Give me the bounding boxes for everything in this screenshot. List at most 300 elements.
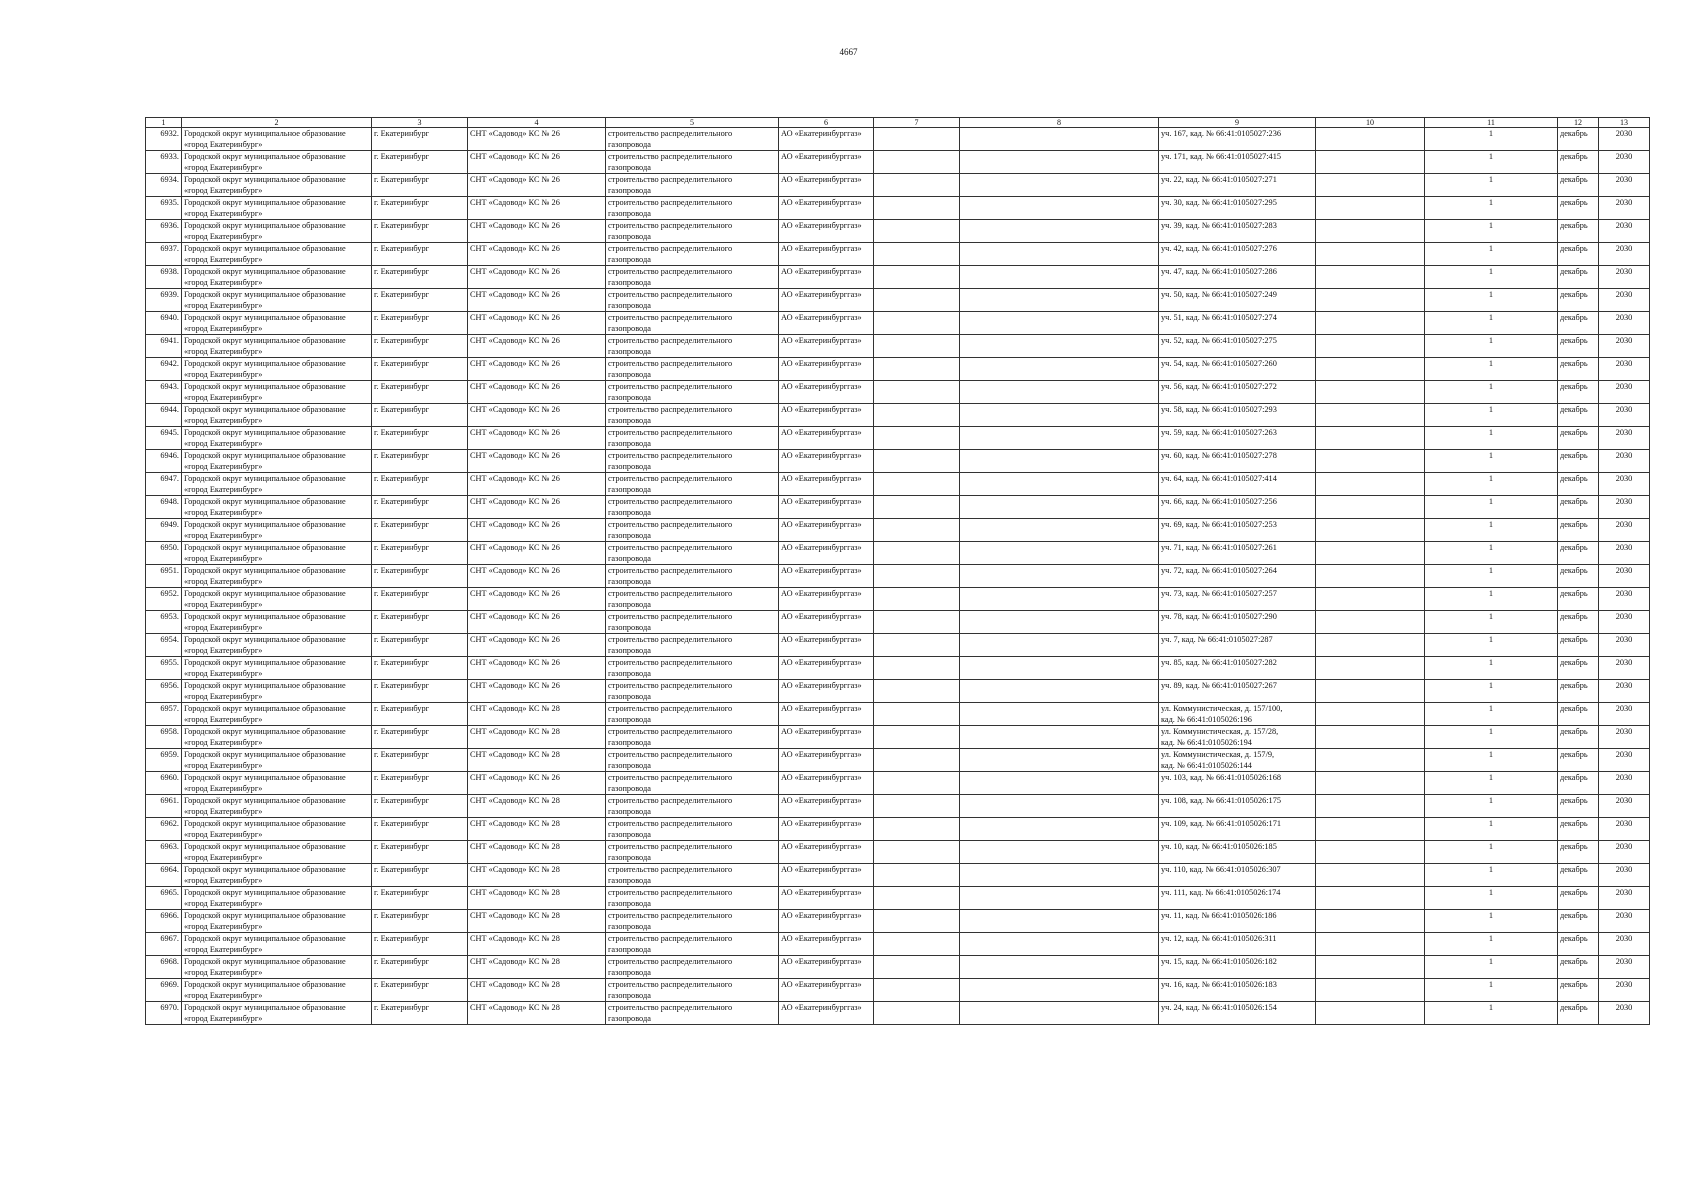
column-number: 10	[1316, 118, 1425, 128]
work-type-cell	[606, 381, 779, 404]
month-cell	[1558, 749, 1599, 772]
empty-cell-8	[960, 358, 1159, 381]
city-cell	[372, 496, 468, 519]
year-cell	[1599, 450, 1650, 473]
work-type-cell	[606, 611, 779, 634]
work-l1-text: строительство распределительного	[608, 175, 733, 184]
month-text: декабрь	[1560, 773, 1588, 782]
quantity-cell	[1425, 220, 1558, 243]
loc1-text: уч. 50, кад. № 66:41:0105027:249	[1161, 290, 1277, 299]
loc1-text: уч. 12, кад. № 66:41:0105026:311	[1161, 934, 1277, 943]
municipality-l1-text: Городской округ муниципальное образование	[184, 175, 346, 184]
loc1-text: уч. 110, кад. № 66:41:0105026:307	[1161, 865, 1281, 874]
month-cell	[1558, 289, 1599, 312]
quantity-cell	[1425, 128, 1558, 151]
location-cell	[1159, 220, 1316, 243]
city-cell	[372, 266, 468, 289]
quantity-cell	[1425, 703, 1558, 726]
operator-text: АО «Екатеринбурггаз»	[781, 451, 862, 460]
municipality-cell	[182, 358, 372, 381]
location-cell	[1159, 588, 1316, 611]
year-cell	[1599, 795, 1650, 818]
municipality-cell	[182, 473, 372, 496]
empty-cell-7	[874, 565, 960, 588]
table-row	[146, 864, 1650, 887]
work-l1-text: строительство распределительного	[608, 290, 733, 299]
municipality-cell	[182, 611, 372, 634]
municipality-l2-text: «город Екатеринбург»	[184, 393, 263, 402]
month-cell	[1558, 657, 1599, 680]
work-type-cell	[606, 496, 779, 519]
month-cell	[1558, 404, 1599, 427]
table-row	[146, 703, 1650, 726]
work-l1-text: строительство распределительного	[608, 566, 733, 575]
n-text: 6945.	[160, 428, 179, 437]
operator-text: АО «Екатеринбурггаз»	[781, 359, 862, 368]
empty-cell-7	[874, 427, 960, 450]
municipality-l2-text: «город Екатеринбург»	[184, 531, 263, 540]
row-number	[146, 588, 182, 611]
quantity-cell	[1425, 266, 1558, 289]
month-text: декабрь	[1560, 980, 1588, 989]
city-text: г. Екатеринбург	[374, 221, 429, 230]
work-l2-text: газопровода	[608, 991, 651, 1000]
empty-cell-7	[874, 128, 960, 151]
municipality-l1-text: Городской округ муниципальное образование	[184, 520, 346, 529]
empty-cell-8	[960, 128, 1159, 151]
empty-cell-8	[960, 956, 1159, 979]
operator-text: АО «Екатеринбурггаз»	[781, 980, 862, 989]
operator-cell	[779, 243, 874, 266]
snt-text: СНТ «Садовод» КС № 26	[470, 658, 560, 667]
operator-cell	[779, 312, 874, 335]
quantity-cell	[1425, 749, 1558, 772]
snt-text: СНТ «Садовод» КС № 26	[470, 612, 560, 621]
quantity-cell	[1425, 542, 1558, 565]
table-row	[146, 335, 1650, 358]
month-text: декабрь	[1560, 635, 1588, 644]
year-text: 2030	[1615, 428, 1633, 437]
year-text: 2030	[1615, 566, 1633, 575]
municipality-cell	[182, 887, 372, 910]
municipality-cell	[182, 979, 372, 1002]
snt-cell	[468, 174, 606, 197]
table-row	[146, 887, 1650, 910]
city-text: г. Екатеринбург	[374, 313, 429, 322]
quantity-cell	[1425, 818, 1558, 841]
n-text: 6961.	[160, 796, 179, 805]
snt-cell	[468, 956, 606, 979]
location-cell	[1159, 956, 1316, 979]
row-number	[146, 519, 182, 542]
work-type-cell	[606, 519, 779, 542]
snt-text: СНТ «Садовод» КС № 26	[470, 198, 560, 207]
operator-text: АО «Екатеринбурггаз»	[781, 704, 862, 713]
municipality-l2-text: «город Екатеринбург»	[184, 600, 263, 609]
year-cell	[1599, 726, 1650, 749]
empty-cell-10	[1316, 887, 1425, 910]
empty-cell-7	[874, 496, 960, 519]
year-text: 2030	[1615, 405, 1633, 414]
work-l2-text: газопровода	[608, 945, 651, 954]
empty-cell-10	[1316, 404, 1425, 427]
municipality-cell	[182, 680, 372, 703]
municipality-l1-text: Городской округ муниципальное образование	[184, 198, 346, 207]
city-cell	[372, 450, 468, 473]
n-text: 6947.	[160, 474, 179, 483]
snt-cell	[468, 243, 606, 266]
empty-cell-8	[960, 795, 1159, 818]
column-number: 13	[1599, 118, 1650, 128]
municipality-l1-text: Городской округ муниципальное образование	[184, 221, 346, 230]
operator-cell	[779, 427, 874, 450]
municipality-l1-text: Городской округ муниципальное образование	[184, 451, 346, 460]
municipality-cell	[182, 841, 372, 864]
work-l1-text: строительство распределительного	[608, 842, 733, 851]
year-text: 2030	[1615, 612, 1633, 621]
year-cell	[1599, 933, 1650, 956]
table-row	[146, 680, 1650, 703]
row-number	[146, 381, 182, 404]
work-type-cell	[606, 174, 779, 197]
row-number	[146, 427, 182, 450]
municipality-cell	[182, 335, 372, 358]
snt-text: СНТ «Садовод» КС № 26	[470, 589, 560, 598]
operator-cell	[779, 680, 874, 703]
snt-text: СНТ «Садовод» КС № 26	[470, 382, 560, 391]
month-text: декабрь	[1560, 152, 1588, 161]
location-cell	[1159, 358, 1316, 381]
city-text: г. Екатеринбург	[374, 1003, 429, 1012]
snt-text: СНТ «Садовод» КС № 26	[470, 359, 560, 368]
city-text: г. Екатеринбург	[374, 612, 429, 621]
snt-text: СНТ «Садовод» КС № 28	[470, 796, 560, 805]
year-text: 2030	[1615, 888, 1633, 897]
work-l2-text: газопровода	[608, 600, 651, 609]
year-text: 2030	[1615, 796, 1633, 805]
snt-text: СНТ «Садовод» КС № 26	[470, 681, 560, 690]
empty-cell-7	[874, 680, 960, 703]
empty-cell-10	[1316, 841, 1425, 864]
loc1-text: уч. 109, кад. № 66:41:0105026:171	[1161, 819, 1282, 828]
empty-cell-8	[960, 887, 1159, 910]
operator-cell	[779, 1002, 874, 1025]
location-cell	[1159, 335, 1316, 358]
snt-cell	[468, 726, 606, 749]
qty-text: 1	[1488, 405, 1494, 414]
municipality-l2-text: «город Екатеринбург»	[184, 738, 263, 747]
operator-cell	[779, 979, 874, 1002]
work-l2-text: газопровода	[608, 163, 651, 172]
empty-cell-10	[1316, 335, 1425, 358]
empty-cell-8	[960, 427, 1159, 450]
qty-text: 1	[1488, 359, 1494, 368]
operator-text: АО «Екатеринбурггаз»	[781, 244, 862, 253]
operator-text: АО «Екатеринбурггаз»	[781, 474, 862, 483]
month-cell	[1558, 450, 1599, 473]
n-text: 6967.	[160, 934, 179, 943]
table-row	[146, 772, 1650, 795]
city-cell	[372, 979, 468, 1002]
operator-cell	[779, 335, 874, 358]
empty-cell-10	[1316, 174, 1425, 197]
city-cell	[372, 933, 468, 956]
municipality-cell	[182, 1002, 372, 1025]
work-l1-text: строительство распределительного	[608, 934, 733, 943]
qty-text: 1	[1488, 290, 1494, 299]
row-number	[146, 772, 182, 795]
municipality-l2-text: «город Екатеринбург»	[184, 508, 263, 517]
work-l1-text: строительство распределительного	[608, 543, 733, 552]
month-text: декабрь	[1560, 175, 1588, 184]
month-text: декабрь	[1560, 129, 1588, 138]
row-number	[146, 956, 182, 979]
empty-cell-7	[874, 243, 960, 266]
year-text: 2030	[1615, 934, 1633, 943]
snt-text: СНТ «Садовод» КС № 26	[470, 175, 560, 184]
year-text: 2030	[1615, 635, 1633, 644]
empty-cell-10	[1316, 519, 1425, 542]
work-l2-text: газопровода	[608, 278, 651, 287]
empty-cell-10	[1316, 703, 1425, 726]
year-text: 2030	[1615, 474, 1633, 483]
municipality-cell	[182, 197, 372, 220]
work-type-cell	[606, 289, 779, 312]
year-text: 2030	[1615, 842, 1633, 851]
municipality-l2-text: «город Екатеринбург»	[184, 347, 263, 356]
empty-cell-10	[1316, 657, 1425, 680]
municipality-cell	[182, 312, 372, 335]
snt-text: СНТ «Садовод» КС № 26	[470, 497, 560, 506]
city-cell	[372, 841, 468, 864]
municipality-l2-text: «город Екатеринбург»	[184, 370, 263, 379]
column-number: 9	[1159, 118, 1316, 128]
loc1-text: уч. 56, кад. № 66:41:0105027:272	[1161, 382, 1277, 391]
work-l2-text: газопровода	[608, 186, 651, 195]
year-text: 2030	[1615, 497, 1633, 506]
work-type-cell	[606, 680, 779, 703]
empty-cell-10	[1316, 496, 1425, 519]
month-cell	[1558, 197, 1599, 220]
city-text: г. Екатеринбург	[374, 267, 429, 276]
row-number	[146, 634, 182, 657]
location-cell	[1159, 680, 1316, 703]
municipality-cell	[182, 128, 372, 151]
city-text: г. Екатеринбург	[374, 980, 429, 989]
city-text: г. Екатеринбург	[374, 911, 429, 920]
municipality-l2-text: «город Екатеринбург»	[184, 830, 263, 839]
snt-text: СНТ «Садовод» КС № 26	[470, 290, 560, 299]
municipality-l2-text: «город Екатеринбург»	[184, 899, 263, 908]
city-cell	[372, 749, 468, 772]
row-number	[146, 979, 182, 1002]
location-cell	[1159, 128, 1316, 151]
work-l1-text: строительство распределительного	[608, 773, 733, 782]
empty-cell-8	[960, 243, 1159, 266]
municipality-cell	[182, 496, 372, 519]
empty-cell-7	[874, 404, 960, 427]
loc1-text: уч. 51, кад. № 66:41:0105027:274	[1161, 313, 1277, 322]
qty-text: 1	[1488, 865, 1494, 874]
snt-text: СНТ «Садовод» КС № 26	[470, 267, 560, 276]
empty-cell-8	[960, 266, 1159, 289]
municipality-l1-text: Городской округ муниципальное образование	[184, 474, 346, 483]
municipality-l1-text: Городской округ муниципальное образование	[184, 819, 346, 828]
row-number	[146, 795, 182, 818]
operator-text: АО «Екатеринбурггаз»	[781, 313, 862, 322]
snt-cell	[468, 864, 606, 887]
month-cell	[1558, 151, 1599, 174]
work-l2-text: газопровода	[608, 899, 651, 908]
work-l2-text: газопровода	[608, 462, 651, 471]
municipality-cell	[182, 634, 372, 657]
qty-text: 1	[1488, 520, 1494, 529]
column-number: 8	[960, 118, 1159, 128]
loc1-text: уч. 24, кад. № 66:41:0105026:154	[1161, 1003, 1277, 1012]
snt-text: СНТ «Садовод» КС № 26	[470, 543, 560, 552]
municipality-l2-text: «город Екатеринбург»	[184, 991, 263, 1000]
month-text: декабрь	[1560, 543, 1588, 552]
empty-cell-8	[960, 680, 1159, 703]
operator-cell	[779, 772, 874, 795]
n-text: 6942.	[160, 359, 179, 368]
work-l1-text: строительство распределительного	[608, 198, 733, 207]
empty-cell-10	[1316, 818, 1425, 841]
qty-text: 1	[1488, 221, 1494, 230]
municipality-l1-text: Городской округ муниципальное образование	[184, 359, 346, 368]
work-l1-text: строительство распределительного	[608, 888, 733, 897]
year-text: 2030	[1615, 957, 1633, 966]
operator-text: АО «Екатеринбурггаз»	[781, 911, 862, 920]
empty-cell-7	[874, 266, 960, 289]
n-text: 6940.	[160, 313, 179, 322]
row-number	[146, 151, 182, 174]
municipality-l1-text: Городской округ муниципальное образование	[184, 635, 346, 644]
work-type-cell	[606, 795, 779, 818]
work-l2-text: газопровода	[608, 508, 651, 517]
empty-cell-7	[874, 519, 960, 542]
empty-cell-8	[960, 749, 1159, 772]
operator-cell	[779, 381, 874, 404]
city-cell	[372, 220, 468, 243]
municipality-l1-text: Городской округ муниципальное образование	[184, 704, 346, 713]
loc1-text: уч. 30, кад. № 66:41:0105027:295	[1161, 198, 1277, 207]
city-cell	[372, 174, 468, 197]
n-text: 6946.	[160, 451, 179, 460]
city-text: г. Екатеринбург	[374, 359, 429, 368]
operator-text: АО «Екатеринбурггаз»	[781, 819, 862, 828]
city-text: г. Екатеринбург	[374, 451, 429, 460]
empty-cell-10	[1316, 128, 1425, 151]
month-cell	[1558, 841, 1599, 864]
table-row	[146, 174, 1650, 197]
year-cell	[1599, 841, 1650, 864]
operator-text: АО «Екатеринбурггаз»	[781, 428, 862, 437]
municipality-l2-text: «город Екатеринбург»	[184, 784, 263, 793]
snt-text: СНТ «Садовод» КС № 26	[470, 313, 560, 322]
empty-cell-8	[960, 910, 1159, 933]
city-text: г. Екатеринбург	[374, 934, 429, 943]
table-row	[146, 312, 1650, 335]
n-text: 6969.	[160, 980, 179, 989]
month-cell	[1558, 243, 1599, 266]
empty-cell-10	[1316, 151, 1425, 174]
year-text: 2030	[1615, 911, 1633, 920]
work-type-cell	[606, 358, 779, 381]
work-l1-text: строительство распределительного	[608, 221, 733, 230]
work-type-cell	[606, 220, 779, 243]
snt-text: СНТ «Садовод» КС № 26	[470, 129, 560, 138]
city-cell	[372, 358, 468, 381]
work-type-cell	[606, 266, 779, 289]
work-l1-text: строительство распределительного	[608, 359, 733, 368]
empty-cell-10	[1316, 565, 1425, 588]
loc1-text: уч. 47, кад. № 66:41:0105027:286	[1161, 267, 1277, 276]
location-cell	[1159, 151, 1316, 174]
table-row	[146, 473, 1650, 496]
snt-cell	[468, 1002, 606, 1025]
row-number	[146, 496, 182, 519]
work-type-cell	[606, 404, 779, 427]
month-cell	[1558, 864, 1599, 887]
snt-cell	[468, 910, 606, 933]
city-text: г. Екатеринбург	[374, 773, 429, 782]
city-text: г. Екатеринбург	[374, 819, 429, 828]
table-row	[146, 496, 1650, 519]
operator-text: АО «Екатеринбурггаз»	[781, 566, 862, 575]
snt-text: СНТ «Садовод» КС № 28	[470, 750, 560, 759]
municipality-l1-text: Городской округ муниципальное образование	[184, 267, 346, 276]
empty-cell-7	[874, 887, 960, 910]
empty-cell-7	[874, 634, 960, 657]
city-text: г. Екатеринбург	[374, 727, 429, 736]
loc1-text: уч. 60, кад. № 66:41:0105027:278	[1161, 451, 1277, 460]
month-cell	[1558, 565, 1599, 588]
location-cell	[1159, 565, 1316, 588]
operator-text: АО «Екатеринбурггаз»	[781, 934, 862, 943]
operator-cell	[779, 910, 874, 933]
table-row	[146, 220, 1650, 243]
city-cell	[372, 197, 468, 220]
municipality-l1-text: Городской округ муниципальное образование	[184, 681, 346, 690]
month-cell	[1558, 335, 1599, 358]
municipality-l2-text: «город Екатеринбург»	[184, 324, 263, 333]
year-text: 2030	[1615, 658, 1633, 667]
empty-cell-10	[1316, 450, 1425, 473]
empty-cell-7	[874, 841, 960, 864]
year-cell	[1599, 496, 1650, 519]
city-cell	[372, 795, 468, 818]
row-number	[146, 864, 182, 887]
qty-text: 1	[1488, 428, 1494, 437]
qty-text: 1	[1488, 198, 1494, 207]
qty-text: 1	[1488, 543, 1494, 552]
work-l1-text: строительство распределительного	[608, 704, 733, 713]
operator-cell	[779, 519, 874, 542]
work-type-cell	[606, 634, 779, 657]
month-text: декабрь	[1560, 681, 1588, 690]
year-cell	[1599, 243, 1650, 266]
row-number	[146, 887, 182, 910]
loc2-text: кад. № 66:41:0105026:196	[1161, 715, 1252, 724]
quantity-cell	[1425, 841, 1558, 864]
city-text: г. Екатеринбург	[374, 957, 429, 966]
month-text: декабрь	[1560, 750, 1588, 759]
snt-cell	[468, 772, 606, 795]
location-cell	[1159, 174, 1316, 197]
qty-text: 1	[1488, 589, 1494, 598]
snt-cell	[468, 565, 606, 588]
